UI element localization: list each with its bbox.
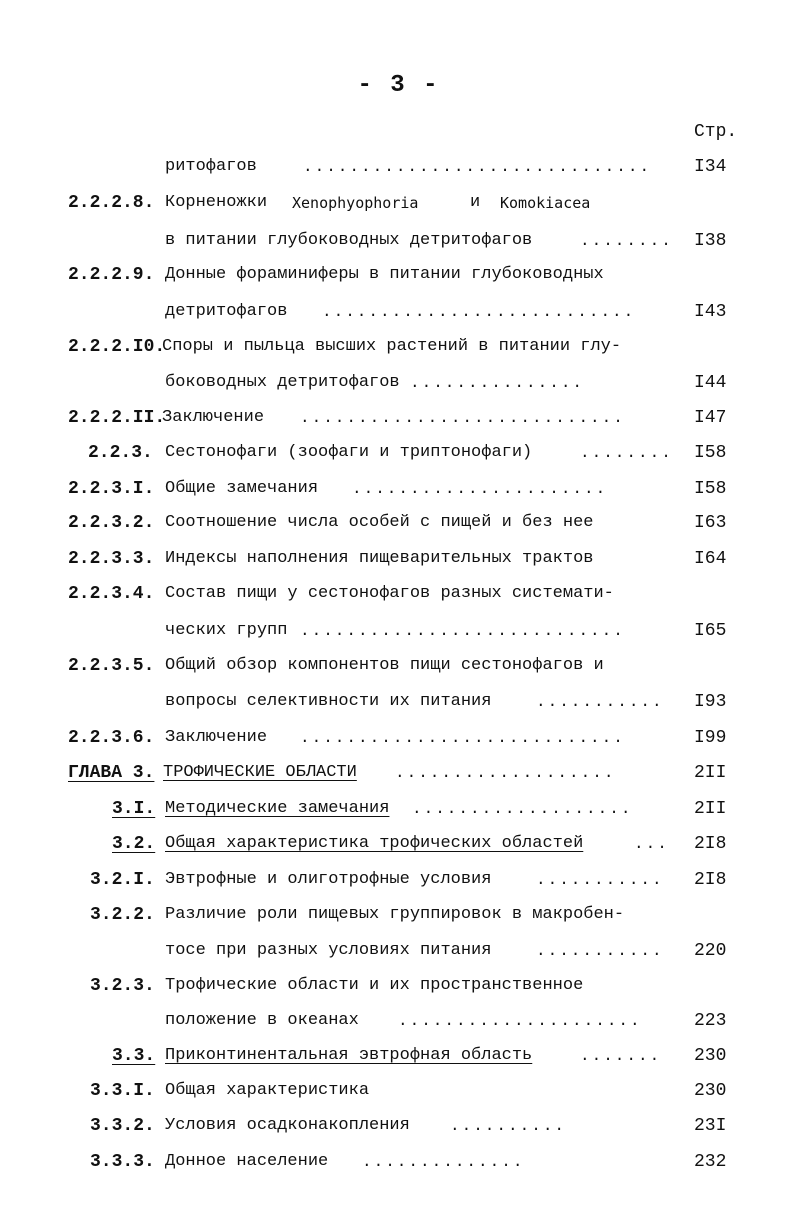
toc-leader: ........ bbox=[580, 444, 673, 462]
toc-entry bbox=[0, 261, 797, 289]
toc-title: Индексы наполнения пищеварительных трактов bbox=[165, 549, 594, 568]
toc-leader: ............................ bbox=[300, 409, 625, 427]
toc-leader: ... bbox=[634, 835, 669, 853]
toc-leader: ........... bbox=[536, 693, 664, 711]
toc-page: 230 bbox=[694, 1081, 727, 1101]
toc-number: 3.I. bbox=[112, 799, 156, 819]
toc-entry bbox=[0, 189, 797, 217]
toc-entry bbox=[0, 866, 797, 894]
toc-entry bbox=[0, 724, 797, 752]
toc-page: I58 bbox=[694, 479, 727, 499]
toc-title: Донные фораминиферы в питании глубоководных bbox=[165, 265, 604, 284]
toc-title: Методические замечания bbox=[165, 799, 390, 818]
toc-title: Эвтрофные и олиготрофные условия bbox=[165, 870, 492, 889]
toc-number: 2.2.3.I. bbox=[68, 479, 155, 499]
toc-title: Состав пищи у сестонофагов разных системати- bbox=[165, 584, 614, 603]
page-column-label: Стр. bbox=[694, 122, 738, 142]
toc-latin-term: Komokiacea bbox=[500, 194, 591, 212]
toc-leader: ............................ bbox=[300, 622, 625, 640]
toc-title: ческих групп bbox=[165, 621, 288, 640]
toc-title: Сестонофаги (зоофаги и триптонофаги) bbox=[165, 443, 533, 462]
toc-title: Донное население bbox=[165, 1152, 329, 1171]
toc-title: Споры и пыльца высших растений в питании глу- bbox=[162, 337, 622, 356]
toc-entry bbox=[0, 439, 797, 467]
toc-number: 3.2. bbox=[112, 834, 156, 854]
toc-number: 2.2.3.4. bbox=[68, 584, 155, 604]
toc-page: I38 bbox=[694, 231, 727, 251]
toc-leader: ..................... bbox=[398, 1012, 642, 1030]
toc-leader: ........................... bbox=[322, 303, 636, 321]
toc-entry bbox=[0, 475, 797, 503]
page-number: - 3 - bbox=[357, 72, 440, 99]
toc-page: I58 bbox=[694, 443, 727, 463]
toc-page: I44 bbox=[694, 373, 727, 393]
toc-continuation-line bbox=[0, 1007, 797, 1035]
toc-number: 2.2.3. bbox=[88, 443, 153, 463]
toc-leader: ............... bbox=[410, 374, 585, 392]
toc-leader: ........... bbox=[536, 942, 664, 960]
toc-page: 2I8 bbox=[694, 870, 727, 890]
toc-title: Трофические области и их пространственное bbox=[165, 976, 584, 995]
toc-entry bbox=[0, 1148, 797, 1176]
toc-latin-term: Xenophyophoria bbox=[292, 194, 419, 212]
toc-entry bbox=[0, 972, 797, 1000]
toc-entry bbox=[0, 901, 797, 929]
toc-entry bbox=[0, 652, 797, 680]
toc-page: 23I bbox=[694, 1116, 727, 1136]
toc-title: вопросы селективности их питания bbox=[165, 692, 492, 711]
toc-leader: ...................... bbox=[352, 480, 608, 498]
toc-title: Заключение bbox=[162, 408, 265, 427]
toc-number: 2.2.2.8. bbox=[68, 193, 155, 213]
toc-leader: .......... bbox=[450, 1117, 567, 1135]
toc-title: Различие роли пищевых группировок в макробен- bbox=[165, 905, 625, 924]
toc-title: Общий обзор компонентов пищи сестонофагов и bbox=[165, 656, 604, 675]
toc-leader: ................... bbox=[395, 764, 616, 782]
toc-page: I93 bbox=[694, 692, 727, 712]
toc-section-heading bbox=[0, 830, 797, 858]
toc-leader: ....... bbox=[580, 1047, 662, 1065]
toc-title: в питании глубоководных детритофагов bbox=[165, 231, 533, 250]
toc-entry bbox=[0, 1112, 797, 1140]
toc-leader: ........ bbox=[580, 232, 673, 250]
toc-title: Корненожки bbox=[165, 193, 268, 212]
toc-continuation-line bbox=[0, 153, 797, 181]
toc-page: I65 bbox=[694, 621, 727, 641]
toc-page: I64 bbox=[694, 549, 727, 569]
toc-chapter-number: ГЛАВА 3. bbox=[68, 763, 155, 783]
toc-number: 3.2.I. bbox=[90, 870, 155, 890]
toc-title: Общая характеристика bbox=[165, 1081, 370, 1100]
toc-title: детритофагов bbox=[165, 302, 288, 321]
toc-page: I99 bbox=[694, 728, 727, 748]
toc-number: 2.2.3.6. bbox=[68, 728, 155, 748]
toc-leader: ................... bbox=[412, 800, 633, 818]
toc-continuation-line bbox=[0, 688, 797, 716]
toc-page: 2II bbox=[694, 799, 727, 819]
toc-continuation-line bbox=[0, 227, 797, 255]
toc-conjunction: и bbox=[470, 193, 481, 212]
toc-continuation-line bbox=[0, 617, 797, 645]
toc-entry bbox=[0, 509, 797, 537]
toc-page: 230 bbox=[694, 1046, 727, 1066]
toc-title: ритофагов bbox=[165, 157, 257, 176]
toc-number: 2.2.2.9. bbox=[68, 265, 155, 285]
toc-number: 2.2.3.3. bbox=[68, 549, 155, 569]
toc-title: Приконтинентальная эвтрофная область bbox=[165, 1046, 533, 1065]
toc-title: Общая характеристика трофических областей bbox=[165, 834, 584, 853]
toc-page: 232 bbox=[694, 1152, 727, 1172]
toc-page: I47 bbox=[694, 408, 727, 428]
toc-entry bbox=[0, 545, 797, 573]
toc-number: 3.3.3. bbox=[90, 1152, 155, 1172]
toc-page: 223 bbox=[694, 1011, 727, 1031]
toc-leader: ............................ bbox=[300, 729, 625, 747]
toc-page: I43 bbox=[694, 302, 727, 322]
toc-entry bbox=[0, 580, 797, 608]
toc-title: Общие замечания bbox=[165, 479, 319, 498]
toc-leader: ........... bbox=[536, 871, 664, 889]
toc-number: 3.3.2. bbox=[90, 1116, 155, 1136]
toc-section-heading bbox=[0, 1042, 797, 1070]
toc-leader: .............. bbox=[362, 1153, 525, 1171]
toc-entry bbox=[0, 333, 797, 361]
toc-number: 3.3.I. bbox=[90, 1081, 155, 1101]
toc-page: 220 bbox=[694, 941, 727, 961]
toc-title: боководных детритофагов bbox=[165, 373, 400, 392]
toc-number: 2.2.3.5. bbox=[68, 656, 155, 676]
toc-number: 3.2.3. bbox=[90, 976, 155, 996]
toc-title: Условия осадконакопления bbox=[165, 1116, 410, 1135]
toc-entry bbox=[0, 404, 797, 432]
toc-number: 3.3. bbox=[112, 1046, 156, 1066]
toc-page: I34 bbox=[694, 157, 727, 177]
toc-number: 2.2.2.II. bbox=[68, 408, 166, 428]
toc-chapter-title: ТРОФИЧЕСКИЕ ОБЛАСТИ bbox=[163, 763, 357, 782]
toc-page: I63 bbox=[694, 513, 727, 533]
toc-leader: .............................. bbox=[303, 158, 652, 176]
toc-page: 2II bbox=[694, 763, 727, 783]
toc-title: тосе при разных условиях питания bbox=[165, 941, 492, 960]
toc-title: Соотношение числа особей с пищей и без нее bbox=[165, 513, 594, 532]
toc-number: 2.2.3.2. bbox=[68, 513, 155, 533]
toc-title: Заключение bbox=[165, 728, 268, 747]
toc-page: 2I8 bbox=[694, 834, 727, 854]
toc-entry bbox=[0, 1077, 797, 1105]
toc-continuation-line bbox=[0, 298, 797, 326]
toc-number: 2.2.2.I0. bbox=[68, 337, 166, 357]
toc-continuation-line bbox=[0, 369, 797, 397]
toc-continuation-line bbox=[0, 937, 797, 965]
toc-title: положение в океанах bbox=[165, 1011, 359, 1030]
toc-chapter-heading bbox=[0, 759, 797, 787]
toc-number: 3.2.2. bbox=[90, 905, 155, 925]
toc-section-heading bbox=[0, 795, 797, 823]
